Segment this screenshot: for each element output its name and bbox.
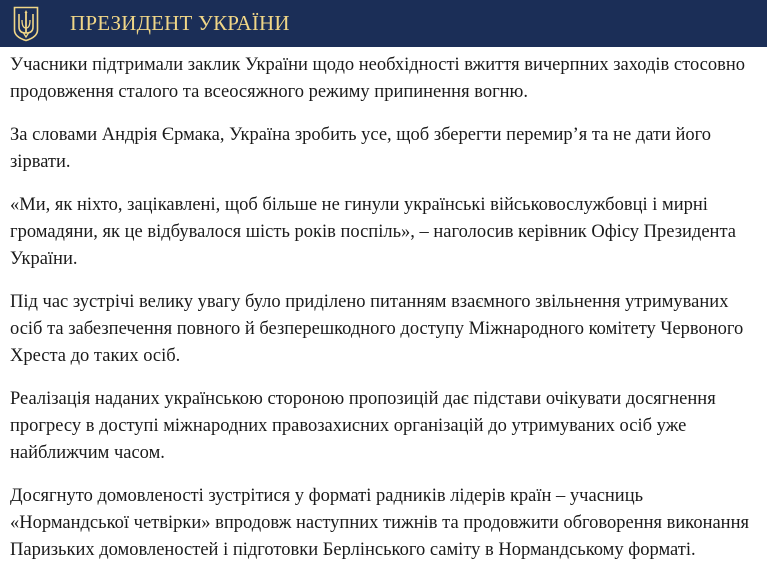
article-paragraph: Досягнуто домовленості зустрітися у форматі радників лідерів країн – учасниць «Нормандської четвірки» впродовж наступних тижнів та продовжити обговорення виконання Паризьких домовленостей і підготовки Берлінського саміту в Нормандському форматі. [10, 486, 749, 560]
article-paragraph: Реалізація наданих українською стороною пропозицій дає підстави очікувати досягнення прогресу в доступі міжнародних правозахисних організацій до утримуваних осіб уже найближчим часом. [10, 389, 716, 463]
article-paragraph: «Ми, як ніхто, зацікавлені, щоб більше не гинули українські військовослужбовці і мирні громадяни, як це відбувалося шість років поспіль», – наголосив керівник Офісу Президента України. [10, 195, 736, 269]
article-paragraph: За словами Андрія Єрмака, Україна зробить усе, щоб зберегти перемир’я та не дати його зірвати. [10, 125, 712, 172]
site-title[interactable]: ПРЕЗИДЕНТ УКРАЇНИ [70, 11, 290, 35]
article-paragraph: Під час зустрічі велику увагу було приділено питанням взаємного звільнення утримуваних осіб та забезпечення повного й безперешкодного доступу Міжнародного комітету Червоного Хреста до таких осіб. [10, 292, 744, 366]
site-header [0, 0, 767, 47]
article-body [10, 52, 762, 580]
trident-coat-of-arms-icon[interactable] [13, 6, 39, 42]
article-paragraph: Учасники підтримали заклик України щодо необхідності вжиття вичерпних заходів стосовно продовження сталого та всеосяжного режиму припинення вогню. [10, 55, 746, 102]
